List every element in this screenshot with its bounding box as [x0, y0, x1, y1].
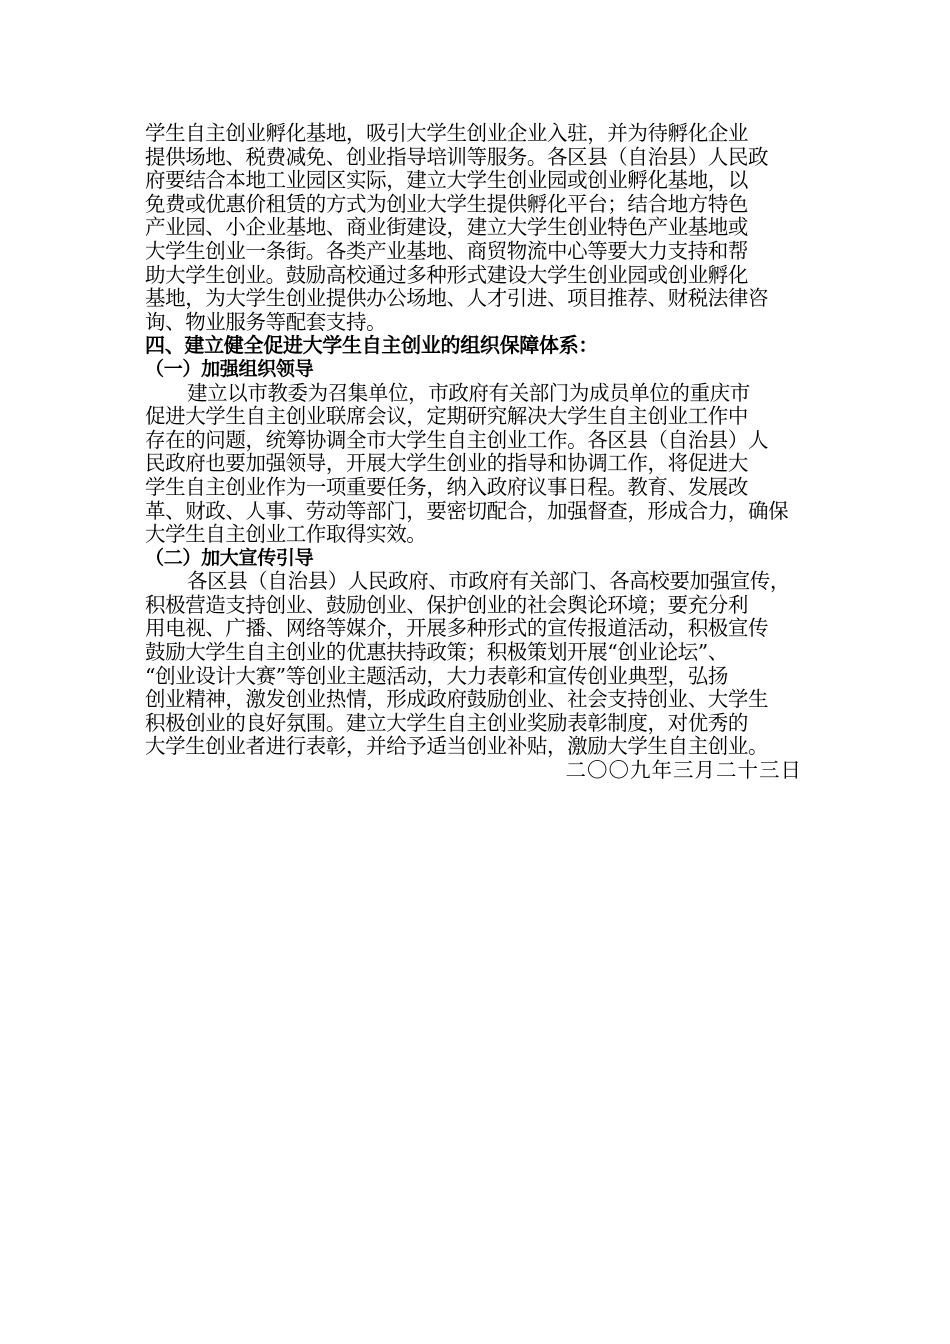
text-line: 提供场地、税费减免、创业指导培训等服务。各区县（自治县）人民政 [145, 144, 769, 169]
section-heading: 四、建立健全促进大学生自主创业的组织保障体系： [145, 333, 599, 358]
text-line: “创业设计大赛”等创业主题活动，大力表彰和宣传创业典型，弘扬 [145, 663, 728, 688]
text-line: 积极创业的良好氛围。建立大学生自主创业奖励表彰制度，对优秀的 [145, 710, 748, 735]
text-line: 创业精神，激发创业热情，形成政府鼓励创业、社会支持创业、大学生 [145, 687, 769, 712]
text-line: 大学生创业者进行表彰，并给予适当创业补贴，激励大学生自主创业。 [145, 734, 769, 759]
text-line: 询、物业服务等配套支持。 [145, 309, 387, 334]
text-line: 产业园、小企业基地、商业街建设，建立大学生创业特色产业基地或 [145, 215, 748, 240]
subsection-heading: （二）加大宣传引导 [145, 546, 314, 569]
text-line: 积极营造支持创业、鼓励创业、保护创业的社会舆论环境；要充分利 [145, 592, 748, 617]
text-line: 基地，为大学生创业提供办公场地、人才引进、项目推荐、财税法律咨 [145, 286, 769, 311]
text-line: 大学生自主创业工作取得实效。 [145, 522, 427, 547]
text-line: 促进大学生自主创业联席会议，定期研究解决大学生自主创业工作中 [145, 404, 748, 429]
text-line: 大学生创业一条街。各类产业基地、商贸物流中心等要大力支持和帮 [145, 238, 748, 263]
text-line: 免费或优惠价租赁的方式为创业大学生提供孵化平台；结合地方特色 [145, 191, 748, 216]
document-page [145, 122, 810, 783]
paragraph-organization-leadership [145, 382, 810, 547]
text-line: 革、财政、人事、劳动等部门，要密切配合，加强督查，形成合力，确保 [145, 498, 789, 523]
text-line: 学生自主创业作为一项重要任务，纳入政府议事日程。教育、发展改 [145, 474, 748, 499]
text-line: 鼓励大学生自主创业的优惠扶持政策；积极策划开展“创业论坛”、 [145, 640, 728, 665]
text-line: 存在的问题，统筹协调全市大学生自主创业工作。各区县（自治县）人 [145, 427, 769, 452]
text-line: 建立以市教委为召集单位，市政府有关部门为成员单位的重庆市 [187, 380, 750, 405]
subsection-heading: （一）加强组织领导 [145, 357, 314, 380]
text-line: 助大学生创业。鼓励高校通过多种形式建设大学生创业园或创业孵化 [145, 262, 748, 287]
paragraph-publicity-guidance [145, 570, 810, 759]
text-line: 学生自主创业孵化基地，吸引大学生创业企业入驻，并为待孵化企业 [145, 121, 748, 145]
text-line: 各区县（自治县）人民政府、市政府有关部门、各高校要加强宣传， [187, 569, 790, 594]
paragraph-incubation-bases [145, 122, 810, 334]
text-line: 府要结合本地工业园区实际，建立大学生创业园或创业孵化基地，以 [145, 168, 748, 193]
text-line: 民政府也要加强领导，开展大学生创业的指导和协调工作，将促进大 [145, 451, 748, 476]
document-date: 二〇〇九年三月二十三日 [565, 758, 802, 783]
text-line: 用电视、广播、网络等媒介，开展多种形式的宣传报道活动，积极宣传 [145, 616, 769, 641]
